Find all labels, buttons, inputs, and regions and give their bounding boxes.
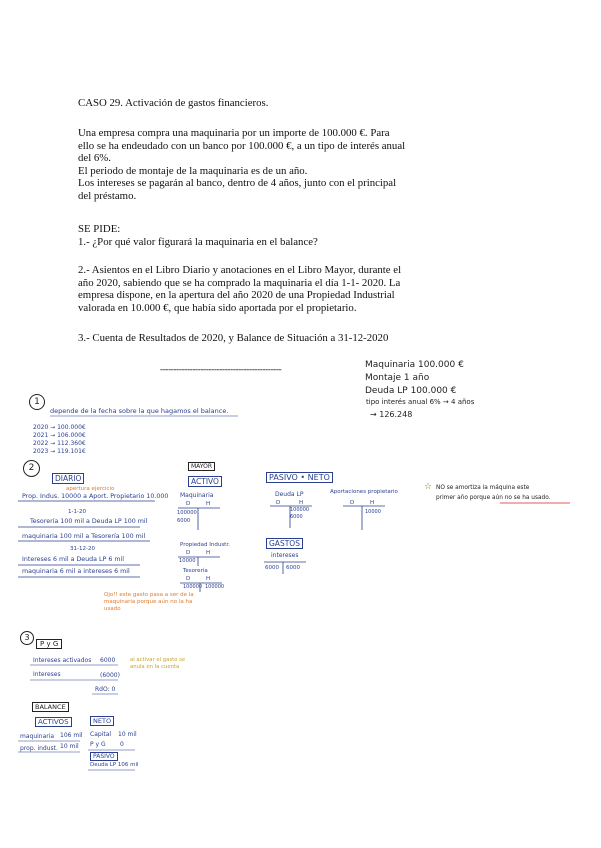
diario-entry-apertura: Prop. Indus. 10000 a Aport. Propietario 10.000 <box>22 493 169 500</box>
note-deuda: Deuda LP 100.000 € <box>365 386 457 396</box>
t-debit-label: D <box>186 550 191 556</box>
account-aportaciones: Aportaciones propietario <box>330 489 398 495</box>
t-credit-label: H <box>206 501 211 507</box>
intro-line: El periodo de montaje de la maquinaria es de un año. <box>78 164 308 177</box>
intro-line: Una empresa compra una maquinaria por un importe de 100.000 €. Para <box>78 127 390 139</box>
t-value: 10000 <box>365 509 381 515</box>
star-note-line: primer año porque aún no se ha usado. <box>436 495 551 501</box>
diario-entry: maquinaria 6 mil a intereses 6 mil <box>22 568 130 575</box>
balance-label: BALANCE <box>32 702 69 712</box>
q2-line: valorada en 10.000 €, que había sido aportada por el propietario. <box>78 301 357 314</box>
intro-line: ello se ha endeudado con un banco por 100.000 €, a un tipo de interés anual <box>78 139 406 152</box>
pyg-row-label: Intereses <box>33 671 61 678</box>
balance-asset-value: 106 mil <box>60 732 83 739</box>
s1-row: 2022 → 112.360€ <box>33 440 86 447</box>
question-1: 1.- ¿Por qué valor figurará la maquinaria en el balance? <box>78 236 318 248</box>
t-value: 6000 <box>290 514 303 520</box>
diario-date: 1-1-20 <box>68 509 86 515</box>
pasivo-label: PASIVO <box>90 752 118 761</box>
note-maquinaria: Maquinaria 100.000 € <box>365 360 464 370</box>
t-value: 100000 <box>183 584 203 590</box>
diario-date: 31-12-20 <box>70 546 95 552</box>
note-total: → 126.248 <box>370 410 413 419</box>
separator-line: --------------------------------------------- <box>160 364 282 374</box>
pyg-row-value: 6000 <box>100 657 116 664</box>
t-value: 6000 <box>177 518 191 524</box>
balance-pasivo-row: Deuda LP 106 mil <box>90 762 139 768</box>
t-credit-label: H <box>370 500 375 506</box>
s1-note: depende de la fecha sobre la que hagamos el balance. <box>50 407 229 415</box>
t-value: 6000 <box>286 565 300 571</box>
gastos-label: GASTOS <box>266 538 303 549</box>
balance-asset-label: prop. indust. <box>20 745 58 752</box>
q2-line: año 2020, sabiendo que se ha comprado la maquinaria el día 1-1- 2020. La <box>78 276 401 289</box>
diario-label: DIARIO <box>52 473 84 484</box>
balance-asset-label: maquinaria <box>20 733 55 740</box>
section-1-marker: 1 <box>29 394 45 410</box>
t-value: 6000 <box>265 565 279 571</box>
note-montaje: Montaje 1 año <box>365 373 430 383</box>
section-3-marker: 3 <box>20 631 34 645</box>
section-2-marker: 2 <box>23 460 40 477</box>
balance-asset-value: 10 mil <box>60 743 79 750</box>
star-note-line: NO se amortiza la máquina este <box>436 485 530 491</box>
intro-line: del 6%. <box>78 152 111 165</box>
t-debit-label: D <box>186 576 191 582</box>
balance-neto-label: P y G <box>90 741 106 748</box>
t-credit-label: H <box>206 550 211 556</box>
s1-row: 2020 → 100.000€ <box>33 424 86 431</box>
pasivo-neto-label: PASIVO • NETO <box>266 472 333 483</box>
neto-label: NETO <box>90 716 114 726</box>
note-interes: tipo interés anual 6% → 4 años <box>366 398 475 406</box>
account-maquinaria: Maquinaria <box>180 492 214 499</box>
pyg-row-value: (6000) <box>100 672 120 679</box>
pyg-label: P y G <box>36 639 62 649</box>
se-pide-heading: SE PIDE: <box>78 223 121 235</box>
activo-label: ACTIVO <box>188 476 222 487</box>
balance-neto-label: Capital <box>90 731 112 738</box>
t-value: 100000 <box>177 510 197 516</box>
case-title: CASO 29. Activación de gastos financieros. <box>78 97 269 109</box>
t-debit-label: D <box>276 500 281 506</box>
t-value: 10000 <box>179 558 196 564</box>
account-tesoreria: Tesorería <box>183 568 208 574</box>
q2-line: empresa dispone, en la apertura del año 2020 de una Propiedad Industrial <box>78 289 395 302</box>
t-debit-label: D <box>350 500 355 506</box>
diario-entry: maquinaria 100 mil a Tesorería 100 mil <box>22 533 146 540</box>
t-debit-label: D <box>186 501 191 507</box>
t-credit-label: H <box>299 500 304 506</box>
balance-neto-value: 10 mil <box>118 731 137 738</box>
q2-line: 2.- Asientos en el Libro Diario y anotaciones en el Libro Mayor, durante el <box>78 264 402 276</box>
pyg-row-label: Intereses activados <box>33 657 92 664</box>
diario-entry: Intereses 6 mil a Deuda LP 6 mil <box>22 556 124 563</box>
orange-note: Ojo!! este gasto pasa a ser de la maquinaria porque aún no la ha usado <box>104 592 194 612</box>
account-deuda-lp: Deuda LP <box>275 491 304 498</box>
intro-line: Los intereses se pagarán al banco, dentro de 4 años, junto con el principal <box>78 177 397 190</box>
t-value: 100000 <box>290 507 310 513</box>
activos-label: ACTIVOS <box>35 717 72 727</box>
star-icon: ☆ <box>424 482 433 492</box>
t-value: 100000 <box>205 584 225 590</box>
intro-line: del préstamo. <box>78 189 137 202</box>
question-3: 3.- Cuenta de Resultados de 2020, y Balance de Situación a 31-12-2020 <box>78 332 389 344</box>
balance-neto-value: 0 <box>120 741 124 748</box>
yellow-note: al activar el gasto se anula en la cuenta <box>130 657 186 670</box>
s1-row: 2023 → 119.101€ <box>33 448 86 455</box>
account-intereses: intereses <box>271 552 299 559</box>
diario-entry: Tesorería 100 mil a Deuda LP 100 mil <box>30 518 148 525</box>
account-prop-industrial: Propiedad Industr. <box>180 542 230 548</box>
mayor-label: MAYOR <box>188 462 215 471</box>
pyg-result: RdO: 0 <box>95 686 116 693</box>
t-credit-label: H <box>206 576 211 582</box>
s1-row: 2021 → 106.000€ <box>33 432 86 439</box>
diario-apertura-title: apertura ejercicio <box>66 486 115 492</box>
